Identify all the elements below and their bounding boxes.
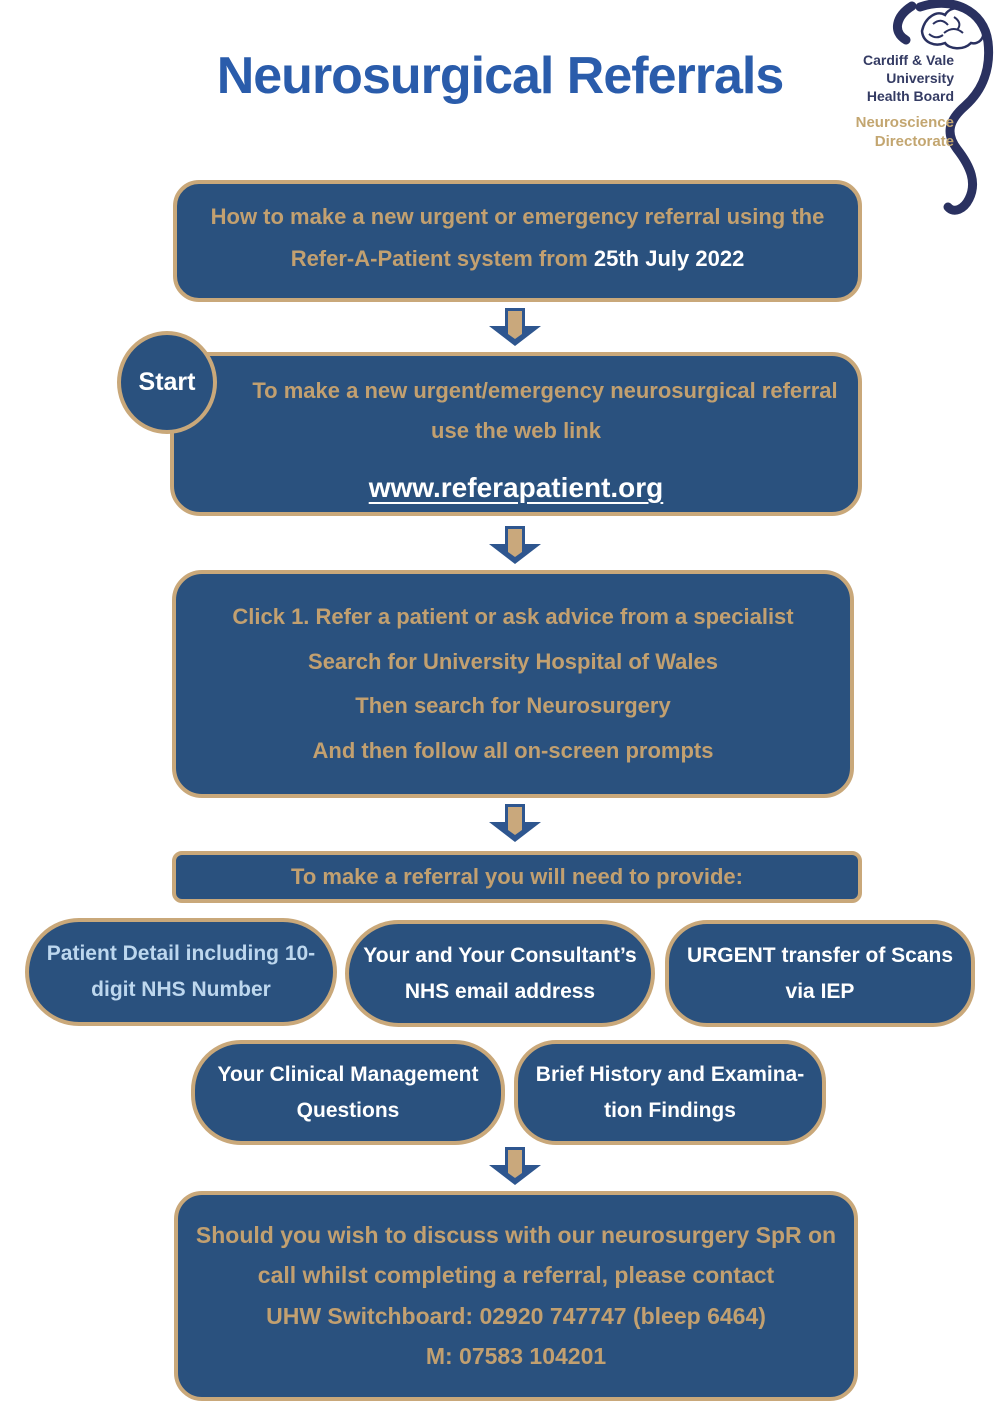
org-name-line: University — [886, 69, 954, 86]
contact-line-2: call whilst completing a referral, please contact — [257, 1262, 775, 1289]
department-name — [856, 113, 954, 151]
pill-line: Brief History and Examina- — [535, 1062, 805, 1086]
pill-line: tion Findings — [604, 1098, 736, 1122]
page-title: Neurosurgical Referrals — [216, 47, 784, 105]
provide-bar-label: To make a referral you will need to provide: — [291, 864, 743, 889]
pill-line: Patient Detail including 10- — [46, 942, 316, 965]
contact-line-1: Should you wish to discuss with our neurosurgery SpR on — [195, 1222, 837, 1249]
logo-text — [856, 52, 954, 151]
step-line-1: Click 1. Refer a patient or ask advice from a specialist — [232, 604, 794, 630]
mobile-number: M: 07583 104201 — [425, 1342, 607, 1369]
down-arrow-icon — [488, 803, 542, 843]
pill-nhs-email — [345, 920, 655, 1027]
switchboard-number: UHW Switchboard: 02920 747747 (bleep 6464) — [266, 1302, 766, 1329]
step-line-3: Then search for Neurosurgery — [355, 693, 671, 719]
pill-line: NHS email address — [404, 979, 596, 1003]
referapatient-link[interactable]: www.referapatient.org — [368, 472, 664, 503]
down-arrow-icon — [488, 1146, 542, 1186]
weblink-line-1: To make a new urgent/emergency neurosurgical referral — [252, 378, 838, 403]
org-name-line: Cardiff & Vale — [862, 52, 954, 68]
down-arrow-icon — [488, 525, 542, 565]
intro-line-1: How to make a new urgent or emergency referral using the — [210, 204, 825, 229]
start-badge: Start — [117, 331, 217, 434]
intro-box — [173, 180, 862, 302]
go-live-date: 25th July 2022 — [593, 246, 745, 271]
pill-line: Your Clinical Management — [217, 1062, 479, 1086]
intro-line-2 — [291, 246, 745, 272]
step-line-4: And then follow all on-screen prompts — [312, 737, 714, 763]
intro-line-2-prefix: Refer-A-Patient system from — [290, 246, 594, 271]
org-name-line: Health Board — [866, 87, 954, 104]
pill-line: URGENT transfer of Scans — [686, 943, 954, 967]
step-line-2: Search for University Hospital of Wales — [308, 648, 718, 674]
pill-line: via IEP — [785, 979, 855, 1003]
health-board-logo — [832, 0, 1000, 218]
pill-history-findings — [514, 1040, 826, 1145]
contact-box — [174, 1191, 858, 1401]
department-line: Neuroscience — [855, 113, 954, 131]
pill-clinical-questions — [191, 1040, 505, 1145]
department-line: Directorate — [874, 132, 954, 150]
provide-bar — [172, 851, 862, 903]
pill-patient-detail — [25, 918, 337, 1026]
down-arrow-icon — [488, 307, 542, 347]
pill-line: Your and Your Consultant’s — [363, 943, 637, 967]
weblink-box — [170, 352, 862, 516]
weblink-line-2: use the web link — [431, 418, 601, 443]
steps-box — [172, 570, 854, 798]
pill-line: Questions — [296, 1098, 400, 1122]
pill-urgent-scans — [665, 920, 975, 1027]
pill-line: digit NHS Number — [91, 978, 271, 1001]
